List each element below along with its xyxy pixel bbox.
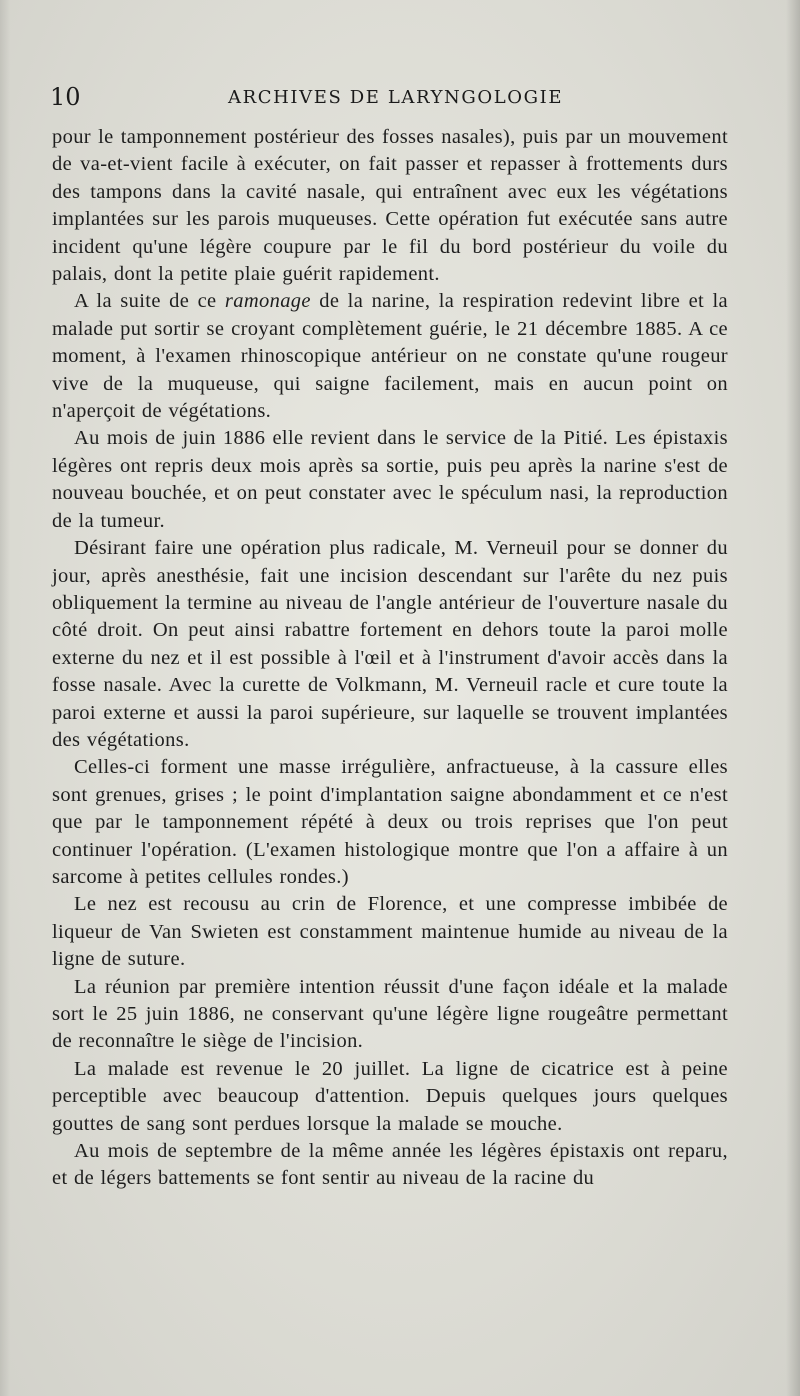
paragraph-text: Au mois de juin 1886 elle revient dans le service de la Pitié. Les épistaxis légères ont repris deux mois après sa sortie, puis peu après la narine s'est de nouveau bouchée, et on peut constater avec le spéculum nasi, la reproduction de la tumeur. <box>52 427 728 532</box>
paragraph-text: pour le tamponnement postérieur des fosses nasales), puis par un mouvement de va-et-vient facile à exécuter, on fait passer et repasser à frottements durs des tampons dans la cavité nasale, qui entraînent avec eux les végétations implantées sur les parois muqueuses. Cette opération fut exécutée sans autre incident qu'une légère coupure par le fil du bord postérieur du voile du palais, dont la petite plaie guérit rapidement. <box>52 126 728 286</box>
italic-term: ramonage <box>224 290 311 313</box>
paragraph <box>52 425 728 535</box>
paragraph <box>52 1056 728 1138</box>
paragraph <box>52 974 728 1056</box>
paragraph <box>52 754 728 891</box>
paragraph <box>52 124 728 288</box>
paragraph-text: de la narine, la respiration redevint libre et la malade put sortir se croyant complètement guérie, le 21 décembre 1885. A ce moment, à l'examen rhinoscopique antérieur on ne constate qu'une rougeur vive de la muqueuse, qui saigne facilement, mais en aucun point on n'aperçoit de végétations. <box>52 290 728 423</box>
paragraph-text: Au mois de septembre de la même année les légères épistaxis ont reparu, et de légers battements se font sentir au niveau de la racine du <box>52 1140 728 1190</box>
paragraph <box>52 535 728 754</box>
paragraph-text: Celles-ci forment une masse irrégulière, anfractueuse, à la cassure elles sont grenues, grises ; le point d'implantation saigne abondamment et ce n'est que par le tamponnement répété à deux ou trois reprises que l'on peut continuer l'opération. (L'examen histologique montre que l'on a affaire à un sarcome à petites cellules rondes.) <box>52 756 728 888</box>
page-number: 10 <box>50 83 81 111</box>
paragraph <box>52 891 728 973</box>
scan-shadow-left <box>0 0 10 1396</box>
paragraph-text: Désirant faire une opération plus radicale, M. Verneuil pour se donner du jour, après anesthésie, fait une incision descendant sur l'arête du nez puis obliquement la termine au niveau de l'angle antérieur de l'ouverture nasale du côté droit. On peut ainsi rabattre fortement en dehors toute la paroi molle externe du nez et il est possible à l'œil et à l'instrument d'avoir accès dans la fosse nasale. Avec la curette de Volkmann, M. Verneuil racle et cure toute la paroi externe et aussi la paroi supérieure, sur laquelle se trouvent implantées des végétations. <box>52 537 728 751</box>
body-text <box>52 124 728 1193</box>
journal-title: ARCHIVES DE LARYNGOLOGIE <box>228 87 564 108</box>
paragraph-text: La réunion par première intention réussit d'une façon idéale et la malade sort le 25 juin 1886, ne conservant qu'une légère ligne rougeâtre permettant de reconnaître le siège de l'incision. <box>52 975 728 1053</box>
paragraph-text: La malade est revenue le 20 juillet. La ligne de cicatrice est à peine perceptible avec beaucoup d'attention. Depuis quelques jours quelques gouttes de sang sont perdues lorsque la malade se mouche. <box>52 1057 728 1135</box>
running-head <box>50 82 730 112</box>
scan-shadow-right <box>786 0 800 1396</box>
paragraph-text: A la suite de ce <box>74 290 225 313</box>
paragraph <box>52 288 728 425</box>
paragraph <box>52 1138 728 1193</box>
paragraph-text: Le nez est recousu au crin de Florence, et une compresse imbibée de liqueur de Van Swieten est constamment maintenue humide au niveau de la ligne de suture. <box>52 893 728 971</box>
